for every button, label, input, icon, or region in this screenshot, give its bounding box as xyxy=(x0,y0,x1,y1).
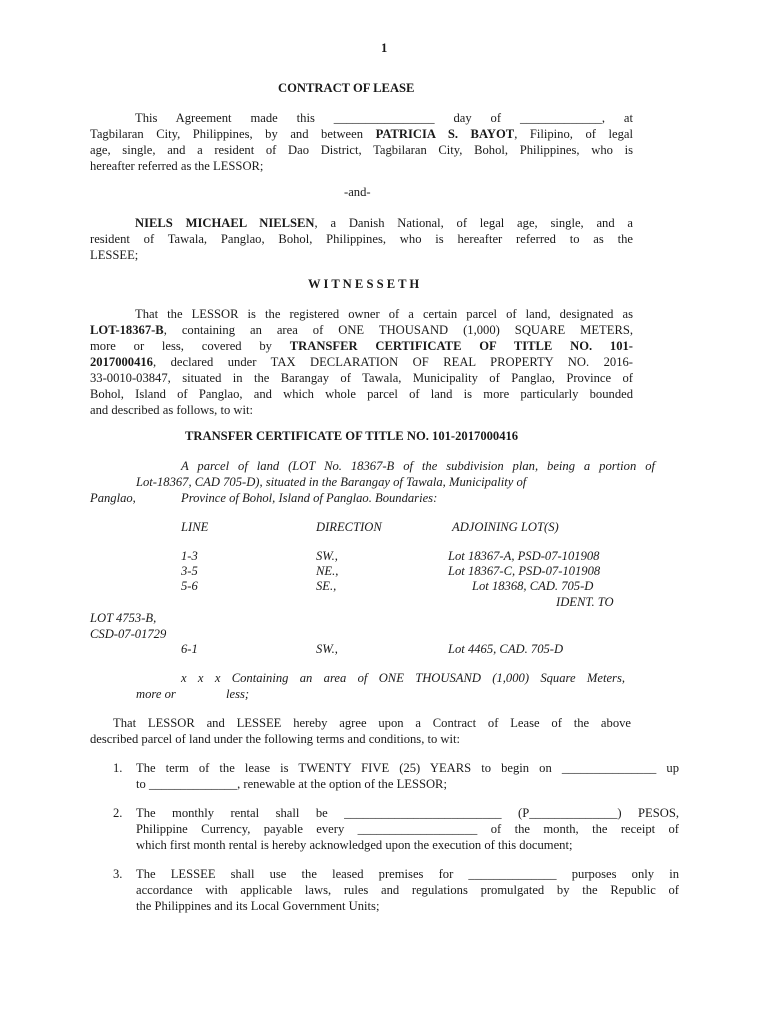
lessee-line-3: LESSEE; xyxy=(90,248,139,262)
item-1-line-2: to ______________, renewable at the option of the LESSOR; xyxy=(136,777,447,791)
item-2-line-1: The monthly rental shall be _________________________ (P______________) PESOS, xyxy=(136,806,679,820)
intro-line-4: hereafter referred as the LESSOR; xyxy=(90,159,264,173)
para1-line-3: more or less, covered by TRANSFER CERTIFICATE OF TITLE NO. 101- xyxy=(90,339,633,353)
agree-line-2: described parcel of land under the following terms and conditions, to wit: xyxy=(90,732,461,746)
para1-line-1: That the LESSOR is the registered owner of a certain parcel of land, designated as xyxy=(135,307,633,321)
lessor-name: PATRICIA S. BAYOT xyxy=(375,127,515,141)
item-2-number: 2. xyxy=(113,806,123,820)
table-row-direction: SE., xyxy=(316,579,337,593)
table-row-line: 3-5 xyxy=(181,564,198,578)
item-3-line-1: The LESSEE shall use the leased premises for ______________ purposes only in xyxy=(136,867,679,881)
item-1-line-1: The term of the lease is TWENTY FIVE (25) YEARS to begin on _______________ up xyxy=(136,761,679,775)
table-row-direction: SW., xyxy=(316,642,338,656)
table-header-adjoining: ADJOINING LOT(S) xyxy=(452,520,559,534)
document-title: CONTRACT OF LEASE xyxy=(278,81,415,95)
intro-line-2: Tagbilaran City, Philippines, by and between PATRICIA S. BAYOT, Filipino, of legal xyxy=(90,127,633,141)
page-number: 1 xyxy=(381,41,388,55)
table-lot4753: LOT 4753-B, xyxy=(90,611,157,625)
table-row-lot: Lot 4465, CAD. 705-D xyxy=(448,642,564,656)
table-row-direction: NE., xyxy=(316,564,339,578)
table-row-lot: Lot 18367-C, PSD-07-101908 xyxy=(448,564,601,578)
item-1-number: 1. xyxy=(113,761,123,775)
item-2-line-3: which first month rental is hereby acknowledged upon the execution of this document; xyxy=(136,838,573,852)
lessee-name: NIELS MICHAEL NIELSEN xyxy=(135,216,315,230)
parcel-line-3b: Province of Bohol, Island of Panglao. Boundaries: xyxy=(181,491,438,505)
parcel-line-3a: Panglao, xyxy=(90,491,136,505)
item-3-line-3: the Philippines and its Local Government Units; xyxy=(136,899,380,913)
lessee-line-2: resident of Tawala, Panglao, Bohol, Philippines, who is hereafter referred to as the xyxy=(90,232,633,246)
containing-line-1: x x x Containing an area of ONE THOUSAND (1,000) Square Meters, xyxy=(181,671,625,685)
table-header-direction: DIRECTION xyxy=(316,520,382,534)
para1-line-6: Bohol, Island of Panglao, and which whole parcel of land is more particularly bounded xyxy=(90,387,633,401)
table-row-lot: Lot 18368, CAD. 705-D xyxy=(472,579,594,593)
table-header-line: LINE xyxy=(181,520,209,534)
para1-line-7: and described as follows, to wit: xyxy=(90,403,253,417)
table-row-line: 5-6 xyxy=(181,579,198,593)
item-3-number: 3. xyxy=(113,867,123,881)
intro-line-3: age, single, and a resident of Dao District, Tagbilaran City, Bohol, Philippines, who is xyxy=(90,143,633,157)
parcel-line-1: A parcel of land (LOT No. 18367-B of the subdivision plan, being a portion of xyxy=(181,459,655,473)
table-csd: CSD-07-01729 xyxy=(90,627,167,641)
witnesseth-heading: W I T N E S S E T H xyxy=(308,277,420,291)
table-row-line: 1-3 xyxy=(181,549,198,563)
lessee-line-1: NIELS MICHAEL NIELSEN, a Danish National, of legal age, single, and a xyxy=(135,216,634,230)
table-row-line: 6-1 xyxy=(181,642,198,656)
table-ident: IDENT. TO xyxy=(556,595,614,609)
item-2-line-2: Philippine Currency, payable every ___________________ of the month, the receipt of xyxy=(136,822,679,836)
para1-line-5: 33-0010-03847, situated in the Barangay of Tawala, Municipality of Panglao, Province of xyxy=(90,371,633,385)
item-3-line-2: accordance with applicable laws, rules and regulations promulgated by the Republic of xyxy=(136,883,679,897)
agree-line-1: That LESSOR and LESSEE hereby agree upon a Contract of Lease of the above xyxy=(113,716,631,730)
table-row-direction: SW., xyxy=(316,549,338,563)
and-separator: -and- xyxy=(344,185,371,199)
para1-line-2: LOT-18367-B, containing an area of ONE THOUSAND (1,000) SQUARE METERS, xyxy=(90,323,633,337)
intro-line-1: This Agreement made this ________________ day of _____________, at xyxy=(135,111,633,125)
table-row-lot: Lot 18367-A, PSD-07-101908 xyxy=(448,549,600,563)
containing-line-2b: less; xyxy=(226,687,250,701)
containing-line-2a: more or xyxy=(136,687,176,701)
tct-heading: TRANSFER CERTIFICATE OF TITLE NO. 101-2017000416 xyxy=(185,429,519,443)
para1-line-4: 2017000416, declared under TAX DECLARATION OF REAL PROPERTY NO. 2016- xyxy=(90,355,633,369)
parcel-line-2: Lot-18367, CAD 705-D), situated in the Barangay of Tawala, Municipality of xyxy=(136,475,527,489)
